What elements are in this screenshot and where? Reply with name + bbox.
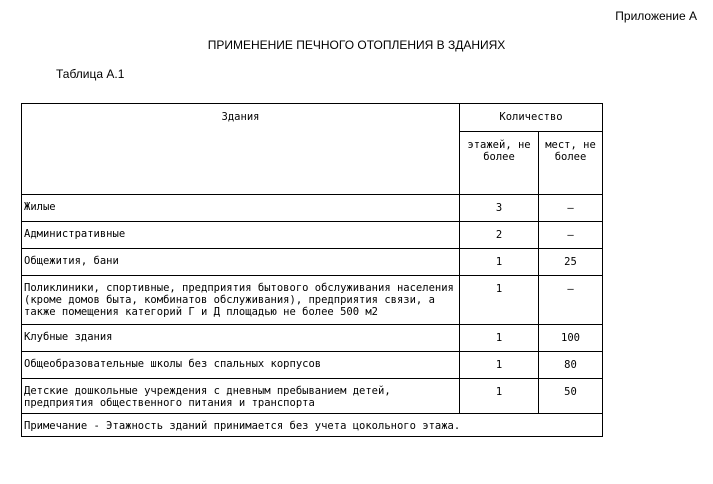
row-places: – <box>539 195 603 222</box>
row-floors: 2 <box>460 222 539 249</box>
header-places: мест, не более <box>539 131 603 194</box>
row-building-name: Поликлиники, спортивные, предприятия бытового обслуживания населения (кроме домов быта, комбинатов обслуживания), предприятия связи, а также помещения категорий Г и Д площадью не более 500 м2 <box>22 276 460 325</box>
row-places: 50 <box>539 379 603 414</box>
row-places: – <box>539 276 603 325</box>
table-row <box>22 352 603 379</box>
row-floors: 1 <box>460 249 539 276</box>
table-row <box>22 325 603 352</box>
row-floors: 1 <box>460 325 539 352</box>
table-row <box>22 195 603 222</box>
row-places: – <box>539 222 603 249</box>
row-floors: 3 <box>460 195 539 222</box>
row-places: 25 <box>539 249 603 276</box>
row-floors: 1 <box>460 276 539 325</box>
row-building-name: Клубные здания <box>22 325 460 352</box>
table-note: Примечание - Этажность зданий принимается без учета цокольного этажа. <box>22 414 603 437</box>
document-title: ПРИМЕНЕНИЕ ПЕЧНОГО ОТОПЛЕНИЯ В ЗДАНИЯХ <box>207 38 506 52</box>
row-building-name: Административные <box>22 222 460 249</box>
row-building-name: Детские дошкольные учреждения с дневным пребыванием детей, предприятия общественного питания и транспорта <box>22 379 460 414</box>
table-row <box>22 222 603 249</box>
header-buildings: Здания <box>22 104 460 195</box>
row-floors: 1 <box>460 379 539 414</box>
table-caption: Таблица А.1 <box>56 67 125 81</box>
table-row <box>22 379 603 414</box>
row-building-name: Общеобразовательные школы без спальных корпусов <box>22 352 460 379</box>
row-places: 100 <box>539 325 603 352</box>
row-building-name: Жилые <box>22 195 460 222</box>
table-row <box>22 249 603 276</box>
header-quantity: Количество <box>460 104 603 132</box>
table-row <box>22 276 603 325</box>
row-floors: 1 <box>460 352 539 379</box>
appendix-label: Приложение А <box>615 9 697 23</box>
header-floors: этажей, не более <box>460 131 539 194</box>
row-building-name: Общежития, бани <box>22 249 460 276</box>
row-places: 80 <box>539 352 603 379</box>
stove-heating-table <box>21 103 603 437</box>
